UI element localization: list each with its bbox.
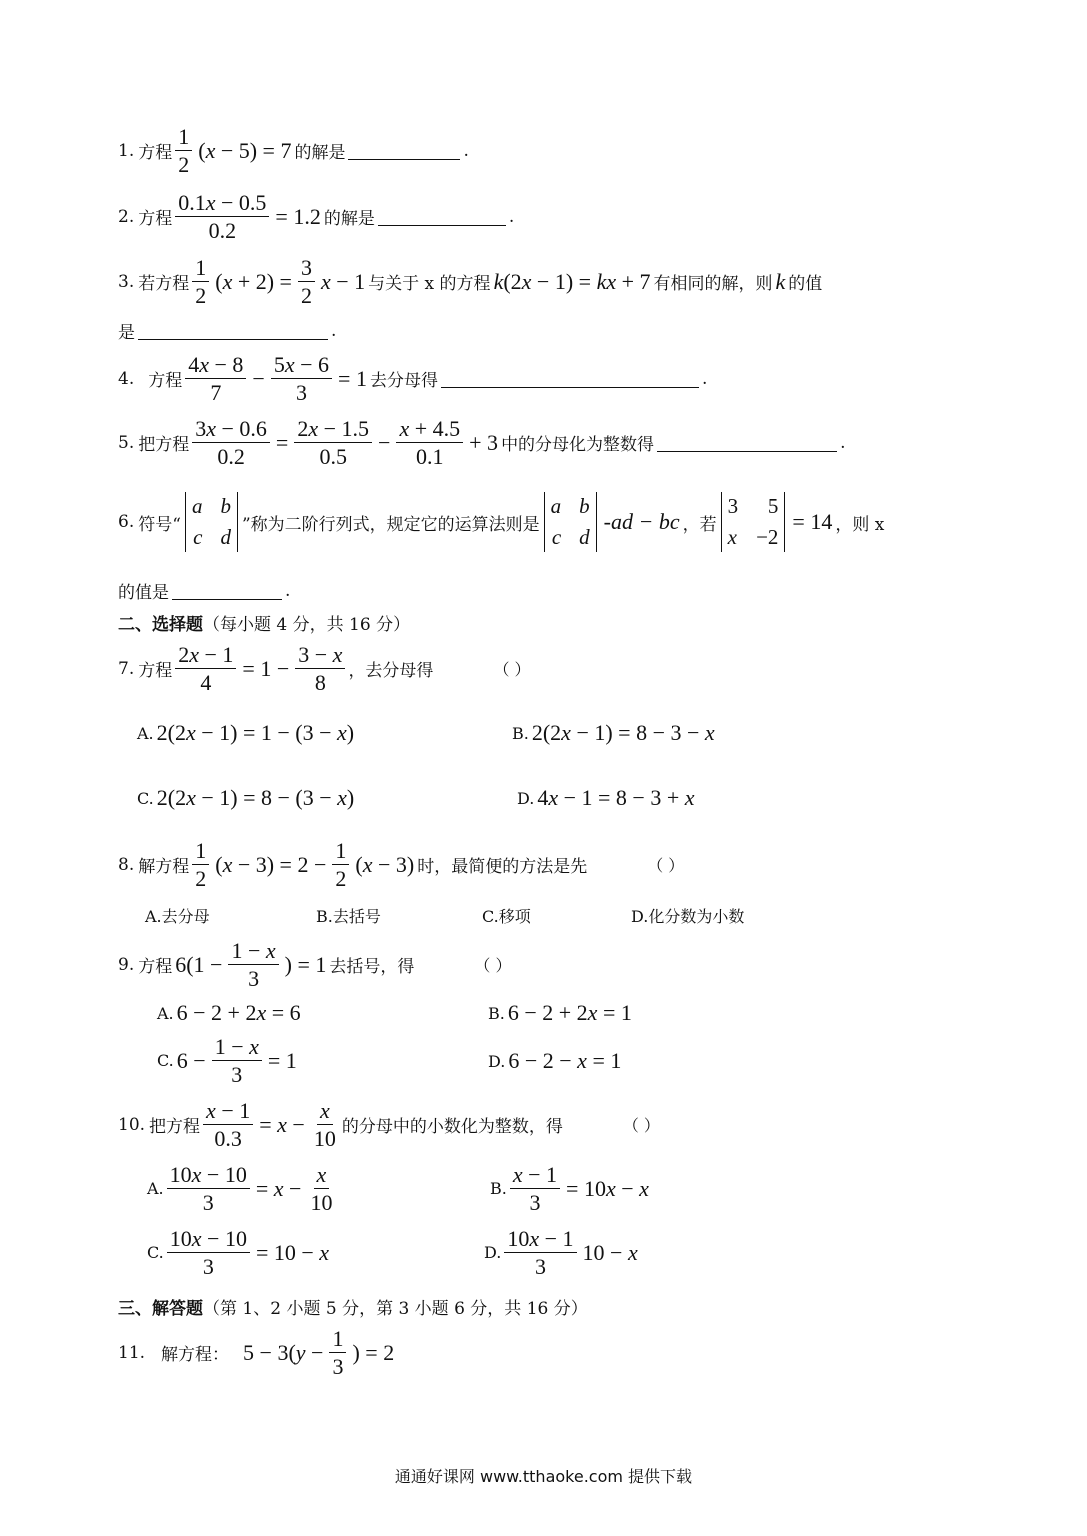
option-d[interactable]: D. $\frac{10x - 1}{3}$ 10 − x: [484, 1226, 638, 1280]
determinant: a b c d: [544, 492, 597, 552]
answer-blank[interactable]: [378, 207, 506, 226]
question-6-line2: 的值是 .: [118, 580, 291, 603]
fraction: $\frac{5x - 6}{3}$: [271, 352, 332, 406]
fraction: $\frac{1 - x}{3}$: [228, 938, 278, 992]
question-1: 1. 方程 $\frac{1}{2}$ (x − 5) = 7 的解是 .: [118, 124, 469, 178]
fraction: $\frac{3}{2}$: [298, 255, 315, 309]
determinant: 3 5 x −2: [721, 492, 786, 552]
option-c[interactable]: C. 2(2x − 1) = 8 − (3 − x): [137, 785, 355, 810]
option-b[interactable]: B. 6 − 2 + 2x = 1: [488, 1000, 632, 1025]
math-expression: (x − 5) = 7: [198, 137, 292, 163]
footer-text: 通通好课网 www.tthaoke.com 提供下载: [394, 1467, 693, 1486]
section-heading: 三、解答题（第 1、2 小题 5 分，第 3 小题 6 分，共 16 分）: [118, 1299, 588, 1319]
fraction: $\frac{2x - 1.5}{0.5}$: [294, 416, 372, 470]
fraction: $\frac{3 - x}{8}$: [295, 642, 345, 696]
question-7: 7. 方程 $\frac{2x - 1}{4}$ = 1 − $\frac{3 - x}{8}$ ，去分母得 （ ）: [118, 642, 531, 696]
fraction: $\frac{0.1x - 0.5}{0.2}$: [175, 190, 269, 244]
fraction: $\frac{x + 4.5}{0.1}$: [396, 416, 463, 470]
option-c[interactable]: C. 6 − $\frac{1 - x}{3}$ = 1: [157, 1034, 297, 1088]
answer-blank[interactable]: [657, 433, 837, 452]
option-a[interactable]: A.去分母: [145, 907, 210, 926]
math-expression: = 1.2: [275, 203, 321, 229]
question-2: 2. 方程 $\frac{0.1x - 0.5}{0.2}$ = 1.2 的解是 .: [118, 190, 515, 244]
option-c[interactable]: C.移项: [482, 907, 531, 926]
answer-blank[interactable]: [138, 321, 328, 340]
fraction: $\frac{1}{2}$: [192, 838, 209, 892]
option-a[interactable]: A. 6 − 2 + 2x = 6: [157, 1000, 301, 1025]
option-b[interactable]: B. 2(2x − 1) = 8 − 3 − x: [512, 720, 715, 745]
option-b[interactable]: B.去括号: [316, 907, 381, 926]
fraction: $\frac{x - 1}{0.3}$: [203, 1098, 253, 1152]
fraction: $\frac{4x - 8}{7}$: [185, 352, 246, 406]
determinant: a b c d: [185, 492, 238, 552]
answer-paren[interactable]: （ ）: [474, 956, 512, 976]
math-expression: k(2x − 1) = kx + 7: [493, 268, 651, 294]
answer-paren[interactable]: （ ）: [647, 856, 685, 876]
answer-paren[interactable]: （ ）: [493, 660, 531, 680]
fraction: $\frac{3x - 0.6}{0.2}$: [192, 416, 270, 470]
fraction: $\frac{x}{10}$: [313, 1098, 336, 1152]
answer-blank[interactable]: [441, 369, 699, 388]
question-10: 10. 把方程 $\frac{x - 1}{0.3}$ = x − $\frac{x}{10}$ 的分母中的小数化为整数，得 （ ）: [118, 1098, 660, 1152]
fraction: $\frac{1}{2}$: [332, 838, 349, 892]
question-4: 4. 方程 $\frac{4x - 8}{7}$ − $\frac{5x - 6}{3}$ = 1 去分母得 .: [118, 352, 708, 406]
question-11: 11. 解方程： 5 − 3(y − $\frac{1}{3}$ ) = 2: [118, 1326, 395, 1380]
option-c[interactable]: C. $\frac{10x - 10}{3}$ = 10 − x: [147, 1226, 330, 1280]
math-expression: -ad − bc: [603, 509, 680, 534]
option-d[interactable]: D.化分数为小数: [631, 907, 745, 926]
option-a[interactable]: A. 2(2x − 1) = 1 − (3 − x): [137, 720, 355, 745]
math-expression: = 1: [338, 365, 367, 391]
question-8: 8. 解方程 $\frac{1}{2}$ (x − 3) = 2 − $\frac{1}{2}$ (x − 3) 时，最简便的方法是先 （ ）: [118, 838, 685, 892]
answer-blank[interactable]: [348, 141, 460, 160]
fraction: $\frac{1}{2}$: [192, 255, 209, 309]
question-5: 5. 把方程 $\frac{3x - 0.6}{0.2}$ = $\frac{2x - 1.5}{0.5}$ − $\frac{x + 4.5}{0.1}$ + 3 中的分母化为整数得 .: [118, 416, 846, 470]
section-heading: 二、选择题（每小题 4 分，共 16 分）: [118, 615, 411, 635]
option-d[interactable]: D. 4x − 1 = 8 − 3 + x: [517, 785, 695, 810]
fraction: $\frac{2x - 1}{4}$: [175, 642, 236, 696]
option-a[interactable]: A. $\frac{10x - 10}{3}$ = x − $\frac{x}{10}$: [147, 1162, 333, 1216]
math-expression: x − 1: [320, 268, 366, 294]
answer-blank[interactable]: [172, 581, 282, 600]
option-b[interactable]: B. $\frac{x - 1}{3}$ = 10x − x: [490, 1162, 649, 1216]
question-3: 3. 若方程 $\frac{1}{2}$ (x + 2) = $\frac{3}{2}$ x − 1 与关于 x 的方程 k(2x − 1) = kx + 7 有相同的解，则 k 的值: [118, 255, 823, 309]
fraction: $\frac{1}{2}$: [175, 124, 192, 178]
option-d[interactable]: D. 6 − 2 − x = 1: [488, 1048, 622, 1073]
question-3-line2: 是 .: [118, 320, 337, 343]
answer-paren[interactable]: （ ）: [622, 1116, 660, 1136]
fraction: $\frac{1}{3}$: [329, 1326, 346, 1380]
question-6: 6. 符号“ a b c d ”称为二阶行列式，规定它的运算法则是 a b c d -ad − bc ，若 3 5 x −2 = 14 ，则 x: [118, 492, 884, 552]
math-expression: (x + 2) =: [215, 268, 292, 294]
question-9: 9. 方程 6(1 − $\frac{1 - x}{3}$ ) = 1 去括号，得 （ ）: [118, 938, 512, 992]
